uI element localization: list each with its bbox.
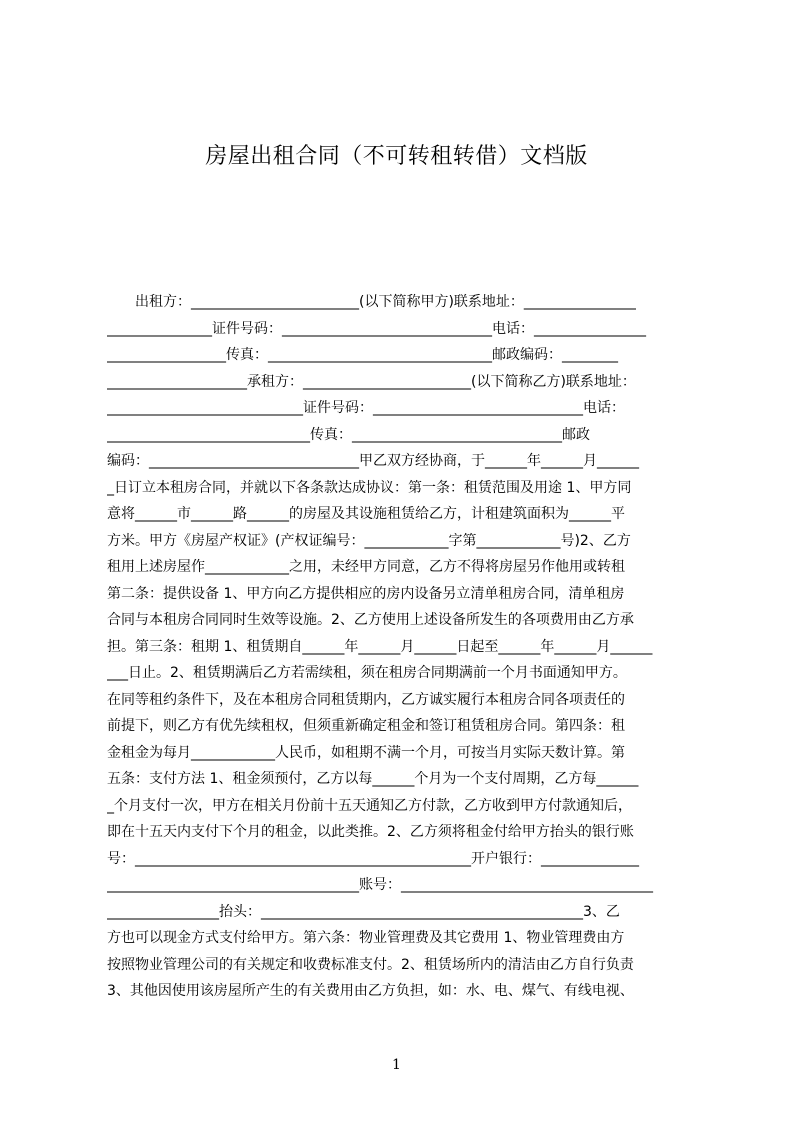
body-line: _________________传真：________________________________邮政编码：________ <box>107 347 618 363</box>
body-line: _______________证件号码：______________________________电话：________________ <box>107 320 646 337</box>
body-line: 号：________________________________________________开户银行：______________ <box>107 850 639 867</box>
body-line: 第二条：提供设备 1、甲方向乙方提供相应的房内设备另立清单租房合同，清单租房 <box>107 585 625 602</box>
body-line: ____________________承租方：________________________(以下简称乙方)联系地址： <box>107 373 636 390</box>
body-line: 方米。甲方《房屋产权证》(产权证编号：____________字第____________号)2、乙方 <box>107 532 631 549</box>
body-line: _日订立本租房合同，并就以下各条款达成协议：第一条：租赁范围及用途 1、甲方同 <box>107 479 632 496</box>
document-title: 房屋出租合同（不可转租转借）文档版 <box>205 144 588 169</box>
body-line: ____________________________________账号：____________________________________ <box>107 877 653 893</box>
body-line: _个月支付一次，甲方在相关月份前十五天通知乙方付款，乙方收到甲方付款通知后， <box>107 797 632 814</box>
body-line: ________________抬头：______________________________________________3、乙 <box>107 903 620 920</box>
body-line: 五条：支付方法 1、租金须预付，乙方以每______个月为一个支付周期，乙方每______ <box>107 771 639 787</box>
body-line: 合同与本租房合同同时生效等设施。2、乙方使用上述设备所发生的各项费用由乙方承 <box>107 612 634 628</box>
contract-body <box>107 289 697 1005</box>
body-line: 方也可以现金方式支付给甲方。第六条：物业管理费及其它费用 1、物业管理费由方 <box>107 930 625 946</box>
body-line: 按照物业管理公司的有关规定和收费标准支付。2、租赁场所内的清洁由乙方自行负责 <box>107 956 634 973</box>
body-line: 3、其他因使用该房屋所产生的有关费用由乙方负担，如：水、电、煤气、有线电视、 <box>107 983 634 999</box>
body-line: 意将______市______路______的房屋及其设施租赁给乙方，计租建筑面积为______平 <box>107 506 625 522</box>
body-line: _____________________________传真：______________________________邮政 <box>107 426 590 443</box>
body-line: 前提下，则乙方有优先续租权，但须重新确定租金和签订租赁租房合同。第四条：租 <box>107 718 625 734</box>
body-line: 金租金为每月____________人民币，如租期不满一个月，可按当月实际天数计算。第 <box>107 744 625 761</box>
body-line: 担。第三条：租期 1、租赁期自______年______月______日起至______年______月______ <box>107 638 653 655</box>
body-line: ____________________________证件号码：______________________________电话： <box>107 400 625 416</box>
body-line: 在同等租约条件下，及在本租房合同租赁期内，乙方诚实履行本租房合同各项责任的 <box>107 691 625 708</box>
body-line: ___日止。2、租赁期满后乙方若需续租，须在租房合同期满前一个月书面通知甲方。 <box>107 665 627 681</box>
body-line: 即在十五天内支付下个月的租金，以此类推。2、乙方须将租金付给甲方抬头的银行账 <box>107 824 634 840</box>
page-number: 1 <box>392 1057 401 1073</box>
body-line: 租用上述房屋作____________之用，未经甲方同意，乙方不得将房屋另作他用或转租 <box>107 559 625 575</box>
body-line: 编码：______________________________甲乙双方经协商，于______年______月______ <box>107 453 639 469</box>
body-line: 出租方：________________________(以下简称甲方)联系地址：________________ <box>107 294 636 310</box>
